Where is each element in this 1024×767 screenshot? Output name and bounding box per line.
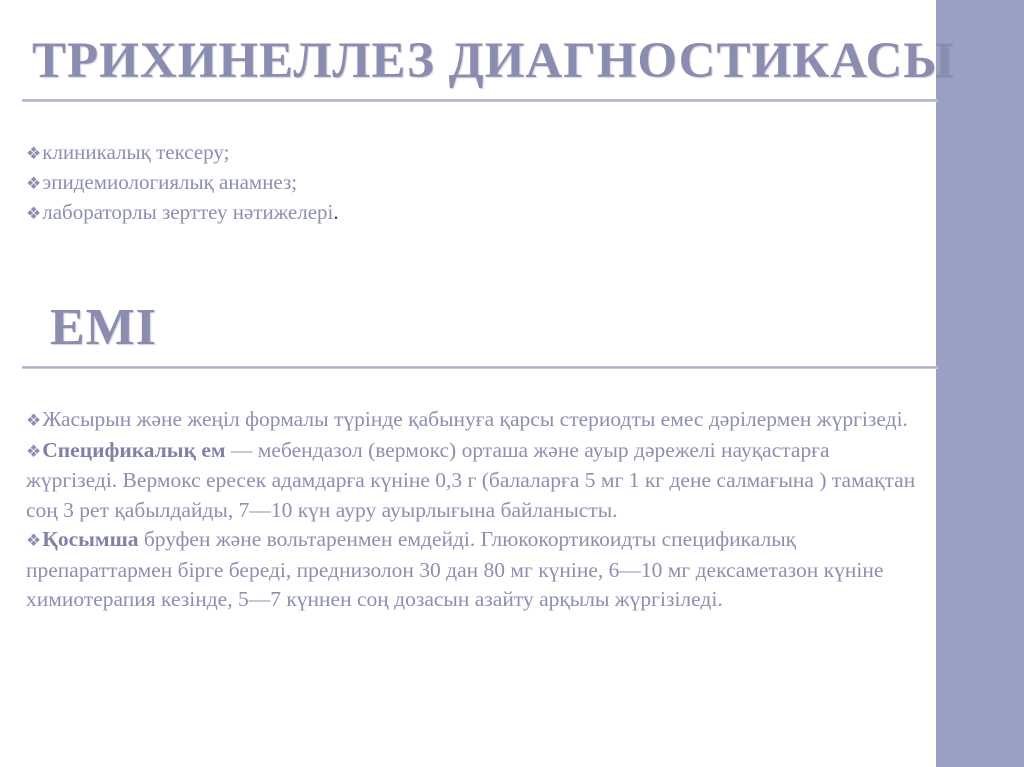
treatment-paragraph: ❖Жасырын және жеңіл формалы түрінде қабынуға қарсы стериодты емес дәрілермен жүргізеді. xyxy=(26,407,908,431)
diamond-bullet-icon: ❖ xyxy=(26,204,42,223)
treatment-paragraph: ❖Қосымша бруфен және вольтаренмен емдейді. Глюкокортикоидты спецификалық препараттармен бірге береді, преднизолон 30 дан 80 мг күніне, 6—10 мг дексаметазон күніне химиотерапия кезінде, 5—7 күннен соң дозасын азайту арқылы жүргізіледі. xyxy=(26,527,884,611)
list-item: ❖лабораторлы зерттеу нәтижелері. xyxy=(26,200,339,224)
diamond-bullet-icon: ❖ xyxy=(26,411,42,430)
treatment-heading: ЕМІ xyxy=(50,299,157,356)
diamond-bullet-icon: ❖ xyxy=(26,144,42,163)
page-title: ТРИХИНЕЛЛЕЗ ДИАГНОСТИКАСЫ xyxy=(32,33,955,89)
diamond-bullet-icon: ❖ xyxy=(26,174,42,193)
list-item: ❖клиникалық тексеру; xyxy=(26,140,230,164)
treatment-text xyxy=(26,405,916,615)
treatment-paragraph: ❖Спецификалық ем — мебендазол (вермокс) орташа және ауыр дәрежелі науқастарға жүргізеді. Вермокс ересек адамдарға күніне 0,3 г (балаларға 5 мг 1 кг дене салмағына ) тамақтан соң 3 рет қабылдайды, 7—10 күн ауру ауырлығына байланысты. xyxy=(26,437,916,522)
title-divider xyxy=(22,99,938,102)
diagnostics-list xyxy=(26,138,339,228)
list-item: ❖эпидемиологиялық анамнез; xyxy=(26,170,298,194)
side-accent-bar xyxy=(936,0,1024,767)
diamond-bullet-icon: ❖ xyxy=(26,441,42,461)
treatment-divider xyxy=(22,366,938,369)
diamond-bullet-icon: ❖ xyxy=(26,531,42,550)
additional-treatment-label: Қосымша xyxy=(42,527,139,551)
specific-treatment-label: Спецификалық ем xyxy=(42,437,226,462)
